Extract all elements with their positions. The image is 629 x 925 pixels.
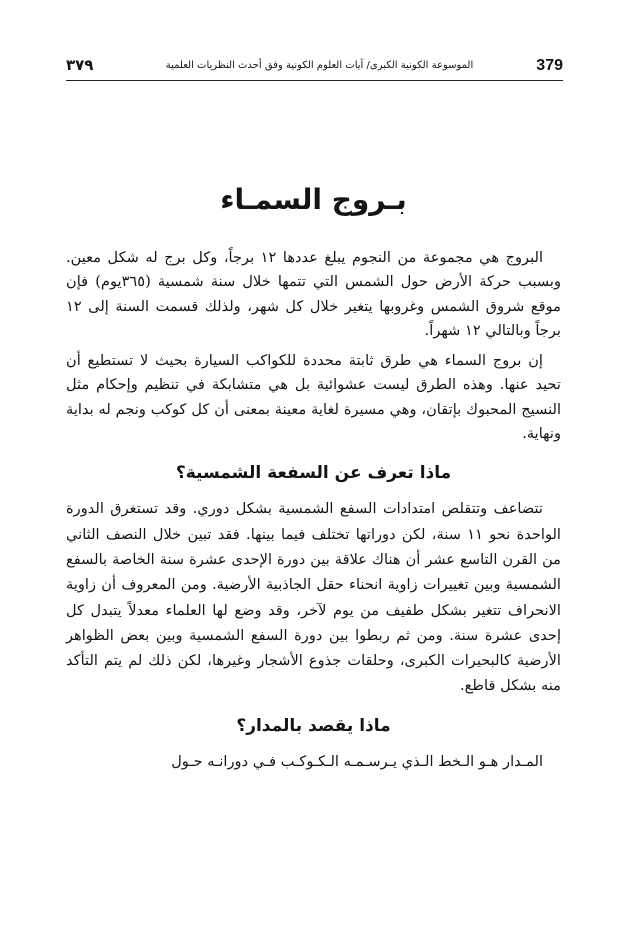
page-number-arabic: ٣٧٩: [66, 56, 94, 74]
paragraph-orbit: المـدار هـو الـخط الـذي يـرسـمـه الـكـوكـب فـي دورانـه حـول: [171, 752, 543, 770]
page-content: [66, 176, 561, 780]
paragraph-zodiac-definition: البروج هي مجموعة من النجوم يبلغ عددها ١٢ برجاً، وكل برج له شكل معين. وبسبب حركة الأرض حول الشمس التي تتمها خلال سنة شمسية (٣٦٥يوم) فإن موقع شروق الشمس وغروبها يتغير خلال كل شهر، ولذلك قسمت السنة إلى ١٢ برجاً وبالتالي ١٢ شهراً.: [66, 249, 561, 339]
running-header: [66, 56, 563, 80]
section-heading-orbit: ماذا يقصد بالمدار؟: [236, 715, 391, 736]
page-number-latin: 379: [536, 57, 563, 74]
section-heading-solar-flares: ماذا تعرف عن السفعة الشمسية؟: [175, 463, 452, 484]
running-title: الموسوعة الكونية الكبرى/ آيات العلوم الكونية وفق أحدث النظريات العلمية: [165, 60, 474, 71]
paragraph-zodiac-paths: إن بروج السماء هي طرق ثابتة محددة للكواكب السيارة بحيث لا تستطيع أن تحيد عنها. وهذه الطرق ليست عشوائية بل هي متشابكة في تنظيم وإحكام مثل النسيج المحبوك بإتقان، وهي مسيرة لغاية معينة بمعنى أن كل كوكب ونجم له بداية ونهاية.: [66, 352, 561, 443]
paragraph-solar-flares: تتضاعف وتتقلص امتدادات السفع الشمسية بشكل دوري. وقد تستغرق الدورة الواحدة نحو ١١ سنة، لكن دوراتها تختلف فيما بينها. فقد تبين خلال النصف الثاني من القرن التاسع عشر أن هناك علاقة بين دورة الإحدى عشرة سنة الخاصة بالسفع الشمسية وبين تغييرات زاوية انحناء حقل الجاذبية الأرضية. ومن المعروف أن زاوية الانحراف تتغير بشكل طفيف من يوم لآخر، وقد وضع لها العلماء معدلاً يتبدل كل إحدى عشرة سنة. ومن ثم ربطوا بين دورة السفع الشمسية وبين بعض الظواهر الأرضية كالبحيرات الكبرى، وحلقات جذوع الأشجار وغيرها، لكن ذلك لم يتم التأكد منه بشكل قاطع.: [66, 500, 561, 695]
chapter-title: بـروج السمـاء: [220, 183, 407, 216]
header-divider: [66, 80, 563, 81]
